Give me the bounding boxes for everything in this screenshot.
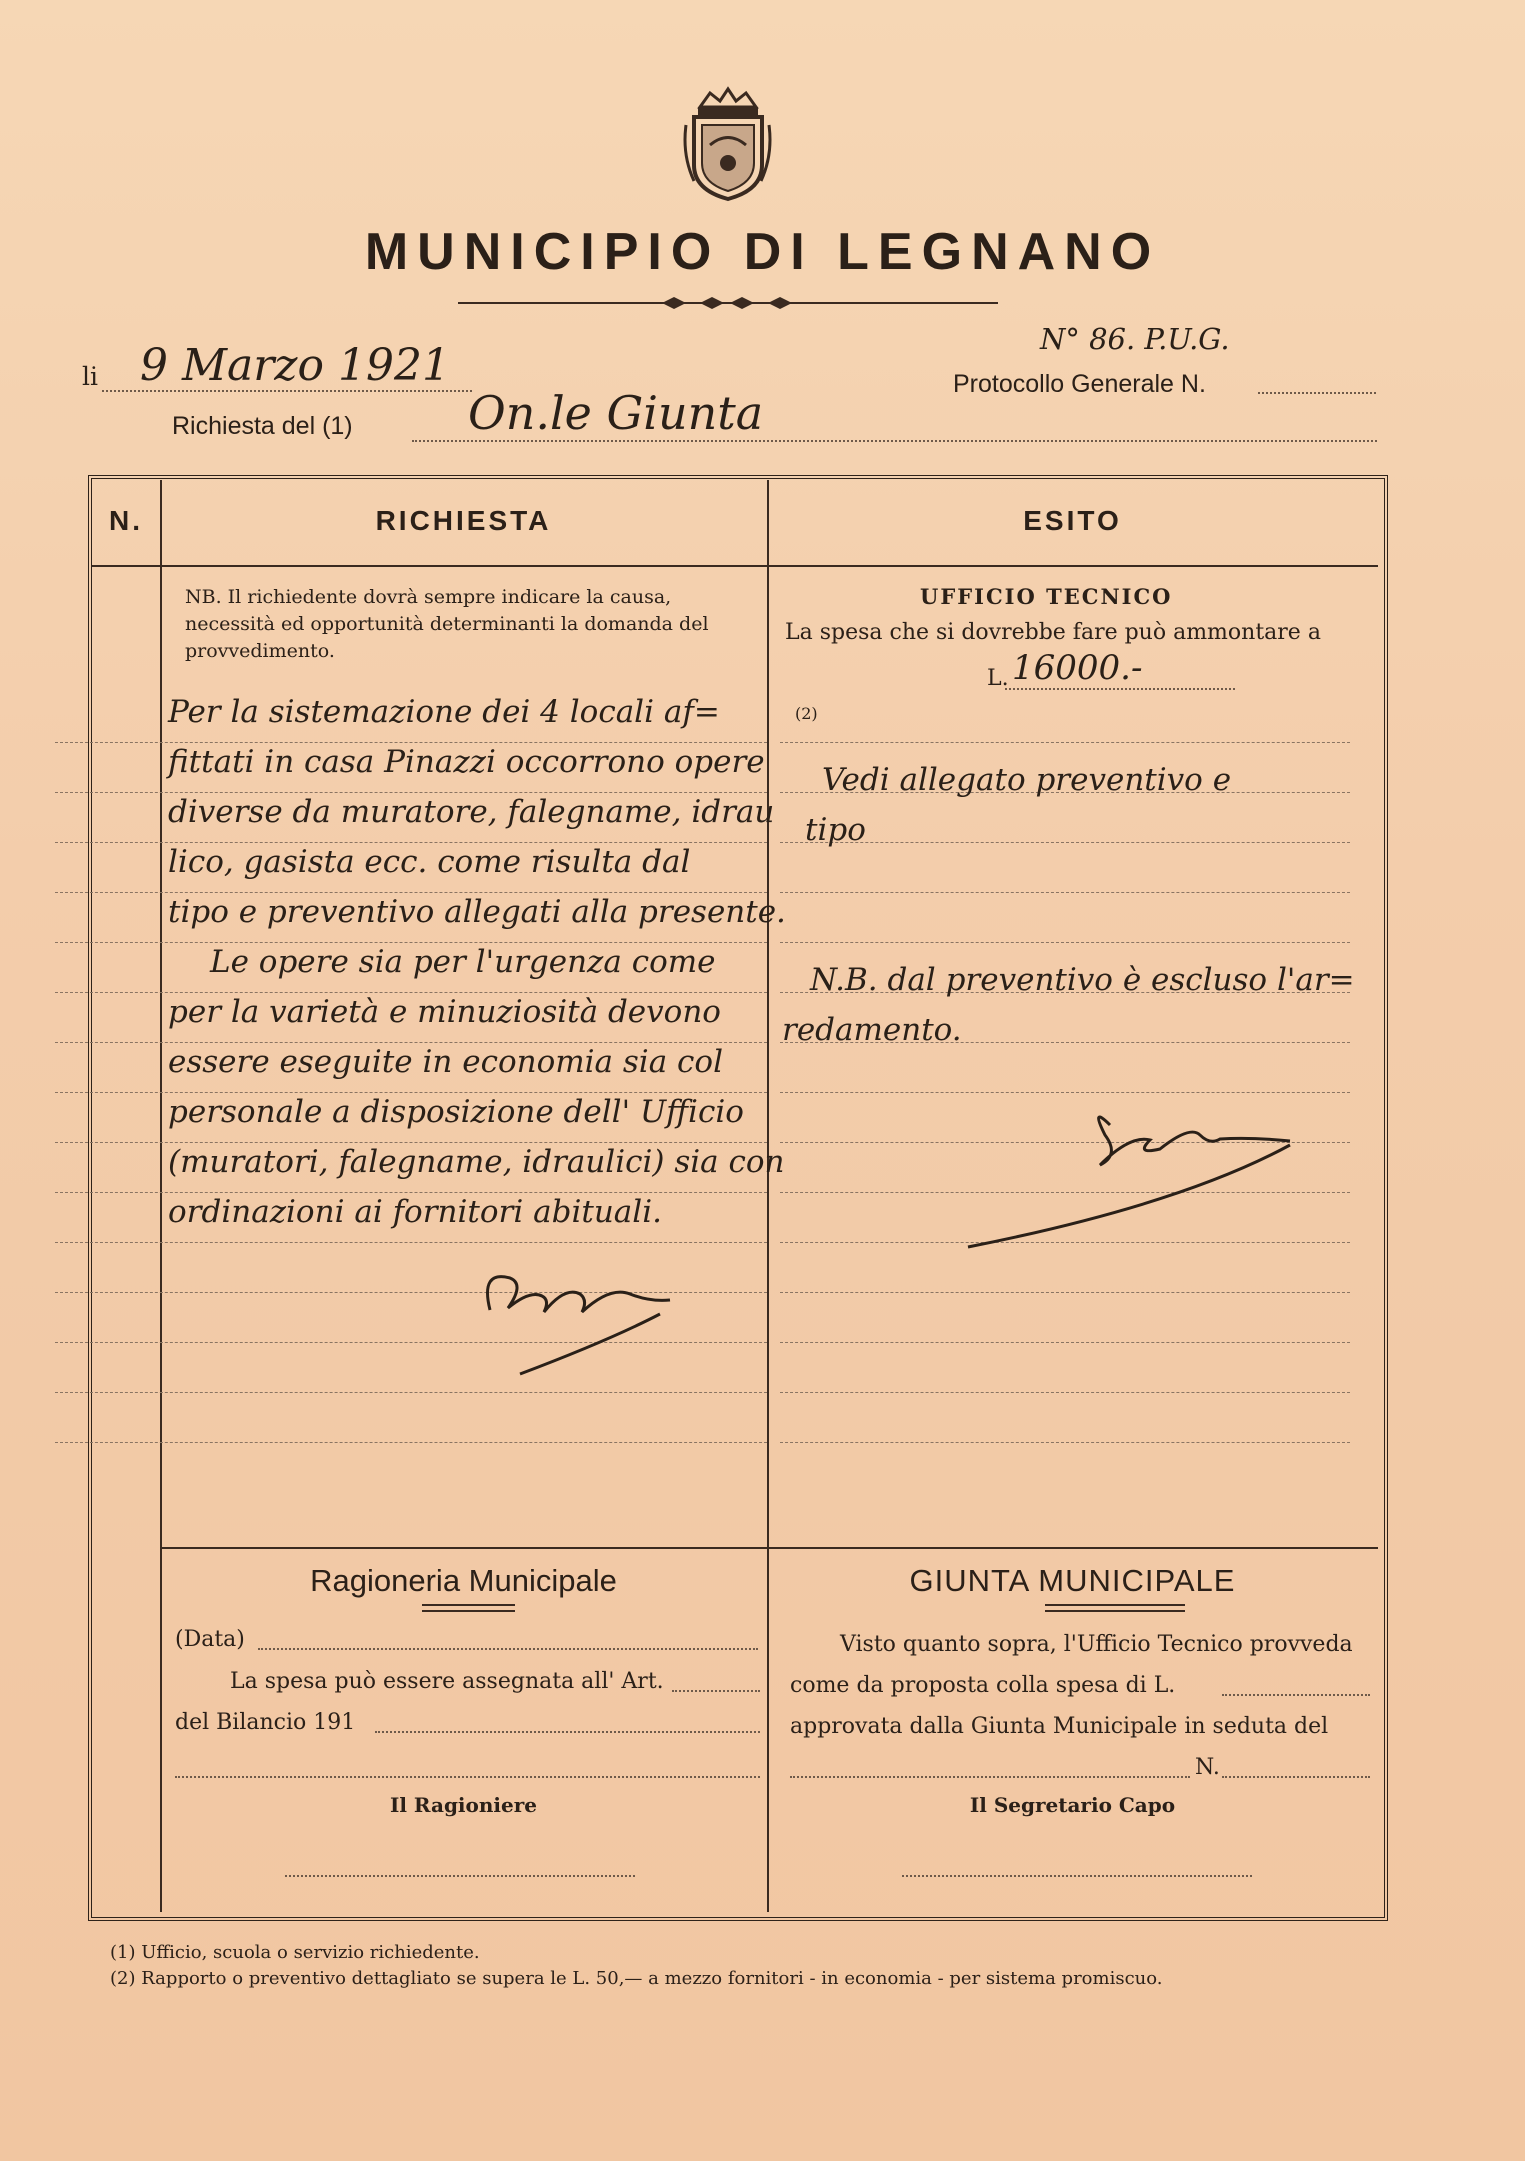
richiesta-line: Per la sistemazione dei 4 locali af=	[168, 694, 720, 730]
date-dotted-line	[102, 390, 472, 392]
richiesta-line: per la varietà e minuziosità devono	[168, 994, 721, 1030]
ragioniere-signature-label: Il Ragioniere	[389, 1793, 537, 1817]
esito-ruled-line	[780, 1292, 1350, 1293]
ragioneria-line2: del Bilancio 191	[175, 1710, 356, 1735]
richiesta-ruled-line	[55, 1442, 767, 1443]
esito-line: tipo	[805, 812, 866, 848]
lower-section-divider	[160, 1547, 1378, 1549]
richiesta-line: diverse da muratore, falegname, idrau	[168, 794, 775, 830]
richiesta-ruled-line	[55, 1042, 767, 1043]
protocol-label: Protocollo Generale N.	[953, 370, 1206, 398]
richiesta-ruled-line	[55, 992, 767, 993]
giunta-title: GIUNTA MUNICIPALE	[909, 1563, 1236, 1598]
col-header-n: N.	[109, 505, 143, 536]
giunta-n-line	[1222, 1776, 1370, 1778]
esito-cost-value: 16000.-	[1012, 648, 1143, 688]
document-date: 9 Marzo 1921	[140, 340, 450, 391]
richiesta-ruled-line	[55, 1092, 767, 1093]
richiesta-ruled-line	[55, 1192, 767, 1193]
ragioneria-blank-line	[175, 1776, 760, 1778]
protocol-number: N° 86. P.U.G.	[1040, 322, 1230, 356]
richiesta-ruled-line	[55, 892, 767, 893]
technician-signature	[960, 1095, 1310, 1255]
date-prefix: li	[82, 362, 98, 391]
esito-ruled-line	[780, 1342, 1350, 1343]
ragioniere-signature-line	[285, 1875, 635, 1877]
col-header-esito: ESITO	[1023, 505, 1122, 536]
esito-ruled-line	[780, 892, 1350, 893]
esito-line: Vedi allegato preventivo e	[822, 762, 1232, 798]
ragioneria-date-label: (Data)	[175, 1627, 245, 1652]
richiesta-ruled-line	[55, 1142, 767, 1143]
segretario-signature-line	[902, 1875, 1252, 1877]
footnote-1: (1) Ufficio, scuola o servizio richiedente.	[110, 1942, 480, 1963]
table-header-divider	[92, 565, 1378, 567]
ragioneria-bilancio-line	[375, 1731, 760, 1733]
coat-of-arms-emblem	[680, 85, 775, 203]
giunta-line4: N.	[1195, 1755, 1220, 1780]
segretario-signature-label: Il Segretario Capo	[969, 1793, 1176, 1817]
richiesta-line: (muratori, falegname, idraulici) sia con	[168, 1144, 785, 1180]
esito-ruled-line	[780, 742, 1350, 743]
esito-ruled-line	[780, 1392, 1350, 1393]
richiesta-ruled-line	[55, 942, 767, 943]
ragioneria-title: Ragioneria Municipale	[310, 1563, 617, 1598]
request-dotted-line	[412, 440, 1377, 442]
richiesta-ruled-line	[55, 792, 767, 793]
esito-ruled-line	[780, 1442, 1350, 1443]
ragioneria-art-line	[672, 1690, 760, 1692]
giunta-line2: come da proposta colla spesa di L.	[790, 1673, 1176, 1698]
giunta-line3: approvata dalla Giunta Municipale in seduta del	[790, 1714, 1329, 1739]
esito-note-ref: (2)	[795, 704, 818, 723]
giunta-seduta-line	[790, 1776, 1190, 1778]
esito-cost-prefix: L.	[987, 666, 1009, 691]
giunta-line1: Visto quanto sopra, l'Ufficio Tecnico provveda	[840, 1632, 1353, 1657]
richiesta-line: tipo e preventivo allegati alla presente.	[168, 894, 786, 930]
col-n-divider	[160, 480, 162, 1912]
richiesta-line: lico, gasista ecc. come risulta dal	[168, 844, 691, 880]
ragioneria-date-line	[258, 1648, 758, 1650]
title-ornament	[660, 293, 794, 313]
richiesta-line: personale a disposizione dell' Ufficio	[168, 1094, 744, 1130]
giunta-underline-2	[1045, 1610, 1185, 1612]
richiesta-line: Le opere sia per l'urgenza come	[210, 944, 716, 980]
ragioneria-underline	[422, 1604, 515, 1606]
richiesta-ruled-line	[55, 842, 767, 843]
richiesta-line: essere eseguite in economia sia col	[168, 1044, 723, 1080]
esito-ruled-line	[780, 1092, 1350, 1093]
esito-cost-label: La spesa che si dovrebbe fare può ammontare a	[785, 620, 1321, 645]
richiesta-ruled-line	[55, 1242, 767, 1243]
col-middle-divider	[767, 480, 769, 1912]
esito-line: redamento.	[782, 1012, 962, 1048]
richiesta-ruled-line	[55, 742, 767, 743]
requester-signature	[470, 1250, 690, 1380]
giunta-spesa-line	[1222, 1694, 1370, 1696]
ragioneria-line1: La spesa può essere assegnata all' Art.	[230, 1669, 664, 1694]
esito-ruled-line	[780, 942, 1350, 943]
esito-line: N.B. dal preventivo è escluso l'ar=	[810, 962, 1355, 998]
col-header-richiesta: RICHIESTA	[375, 505, 552, 536]
esito-office: UFFICIO TECNICO	[920, 584, 1173, 609]
request-label: Richiesta del (1)	[172, 412, 353, 440]
ragioneria-underline-2	[422, 1610, 515, 1612]
richiesta-line: fittati in casa Pinazzi occorrono opere	[168, 744, 765, 780]
nb-instruction: NB. Il richiedente dovrà sempre indicare la causa, necessità ed opportunità determinanti la domanda del provvedimento.	[185, 586, 709, 662]
protocol-dotted-line	[1258, 392, 1376, 394]
richiesta-ruled-line	[55, 1392, 767, 1393]
cost-dotted-line	[1005, 688, 1235, 690]
page-title: MUNICIPIO DI LEGNANO	[364, 223, 1161, 281]
richiesta-line: ordinazioni ai fornitori abituali.	[168, 1194, 662, 1230]
giunta-underline	[1045, 1604, 1185, 1606]
footnote-2: (2) Rapporto o preventivo dettagliato se supera le L. 50,— a mezzo fornitori - in economia - per sistema promiscuo.	[110, 1968, 1163, 1989]
request-origin: On.le Giunta	[468, 386, 764, 440]
